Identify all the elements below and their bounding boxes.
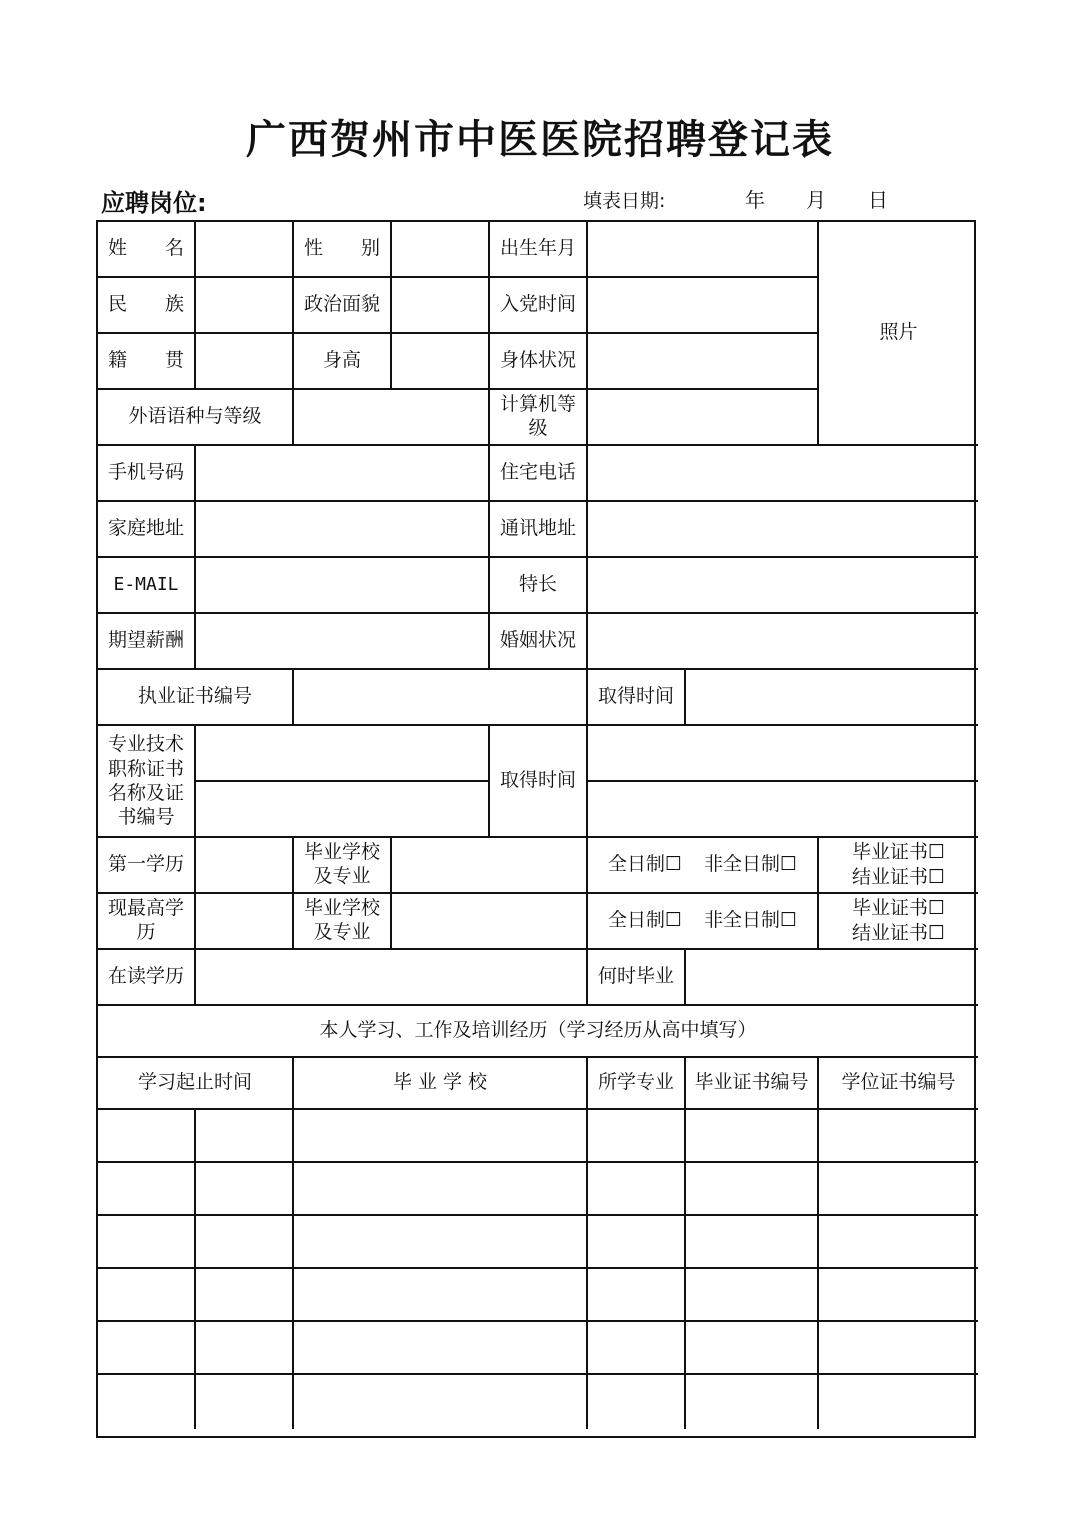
history-major-cell[interactable] — [588, 1322, 686, 1375]
history-grad-cert-cell[interactable] — [686, 1163, 819, 1216]
ethnic-field[interactable] — [196, 278, 294, 334]
home-phone-field[interactable] — [588, 446, 978, 502]
marital-label: 婚姻状况 — [490, 614, 588, 670]
history-start-cell[interactable] — [98, 1375, 196, 1429]
tech-title-label — [98, 726, 196, 838]
license-number-label: 执业证书编号 — [98, 670, 294, 726]
graduation-time-field[interactable] — [686, 950, 978, 1006]
history-degree-cert-cell[interactable] — [819, 1375, 978, 1429]
highest-edu-mode-options — [588, 894, 819, 950]
highest-education-field[interactable] — [196, 894, 294, 950]
first-education-field[interactable] — [196, 838, 294, 894]
first-edu-full-time-checkbox[interactable]: 全日制☐ — [607, 853, 682, 876]
native-label-part2: 贯 — [164, 349, 184, 372]
highest-edu-complete-cert-checkbox[interactable]: 结业证书☐ — [851, 922, 946, 944]
history-major-cell[interactable] — [588, 1163, 686, 1216]
history-end-cell[interactable] — [196, 1163, 294, 1216]
highest-edu-line1: 现最高学 — [107, 897, 184, 920]
history-end-cell[interactable] — [196, 1322, 294, 1375]
history-start-cell[interactable] — [98, 1216, 196, 1269]
mail-address-field[interactable] — [588, 502, 978, 558]
history-grad-cert-cell[interactable] — [686, 1110, 819, 1163]
history-school-cell[interactable] — [294, 1163, 588, 1216]
day-label: 日 — [868, 188, 888, 212]
email-label: E-MAIL — [98, 558, 196, 614]
political-label: 政治面貌 — [294, 278, 392, 334]
highest-edu-line2: 历 — [136, 921, 156, 943]
marital-field[interactable] — [588, 614, 978, 670]
history-grad-cert-cell[interactable] — [686, 1216, 819, 1269]
post-label: 应聘岗位: — [101, 189, 207, 217]
history-header-degree-cert-no: 学位证书编号 — [819, 1058, 978, 1110]
tech-title-obtain-time-label: 取得时间 — [490, 726, 588, 838]
highest-education-label — [98, 894, 196, 950]
license-number-field[interactable] — [294, 670, 588, 726]
studying-field[interactable] — [196, 950, 588, 1006]
history-start-cell[interactable] — [98, 1322, 196, 1375]
license-obtain-time-field[interactable] — [686, 670, 978, 726]
history-school-cell[interactable] — [294, 1375, 588, 1429]
history-end-cell[interactable] — [196, 1269, 294, 1322]
history-end-cell[interactable] — [196, 1375, 294, 1429]
history-grad-cert-cell[interactable] — [686, 1322, 819, 1375]
gender-label-part1: 性 — [304, 237, 324, 260]
tech-title-obtain-time-field-2[interactable] — [588, 782, 978, 838]
gender-label — [294, 222, 392, 278]
home-address-field[interactable] — [196, 502, 490, 558]
history-header-grad-cert-no: 毕业证书编号 — [686, 1058, 819, 1110]
health-label: 身体状况 — [490, 334, 588, 390]
height-label: 身高 — [294, 334, 392, 390]
political-field[interactable] — [392, 278, 490, 334]
history-school-cell[interactable] — [294, 1322, 588, 1375]
party-join-label: 入党时间 — [490, 278, 588, 334]
history-start-cell[interactable] — [98, 1269, 196, 1322]
year-label: 年 — [745, 188, 765, 212]
first-edu-school-field[interactable] — [392, 838, 588, 894]
history-degree-cert-cell[interactable] — [819, 1216, 978, 1269]
name-label-part1: 姓 — [108, 237, 128, 260]
salary-label: 期望薪酬 — [98, 614, 196, 670]
history-degree-cert-cell[interactable] — [819, 1163, 978, 1216]
highest-edu-cert-options — [819, 894, 978, 950]
history-school-cell[interactable] — [294, 1216, 588, 1269]
history-major-cell[interactable] — [588, 1216, 686, 1269]
highest-edu-school-line1: 毕业学校 — [303, 897, 380, 920]
studying-label: 在读学历 — [98, 950, 196, 1006]
tech-title-line1: 专业技术 — [107, 733, 184, 756]
gender-label-part2: 别 — [360, 237, 380, 260]
history-degree-cert-cell[interactable] — [819, 1322, 978, 1375]
date-label: 填表日期: — [583, 190, 666, 212]
month-label: 月 — [806, 188, 826, 212]
history-major-cell[interactable] — [588, 1269, 686, 1322]
mail-address-label: 通讯地址 — [490, 502, 588, 558]
history-header-school: 毕 业 学 校 — [294, 1058, 588, 1110]
party-join-field[interactable] — [588, 278, 819, 334]
highest-edu-school-field[interactable] — [392, 894, 588, 950]
history-grad-cert-cell[interactable] — [686, 1269, 819, 1322]
health-field[interactable] — [588, 334, 819, 390]
tech-title-line4: 书编号 — [117, 806, 175, 829]
first-edu-mode-options — [588, 838, 819, 894]
highest-edu-part-time-checkbox[interactable]: 非全日制☐ — [704, 909, 798, 932]
photo-box[interactable]: 照片 — [819, 222, 978, 446]
history-heading: 本人学习、工作及培训经历（学习经历从高中填写） — [98, 1006, 978, 1058]
native-place-label — [98, 334, 196, 390]
form-title: 广西贺州市中医医院招聘登记表 — [246, 116, 834, 163]
name-field[interactable] — [196, 222, 294, 278]
ethnic-label-part2: 族 — [164, 293, 184, 316]
highest-edu-full-time-checkbox[interactable]: 全日制☐ — [607, 909, 682, 932]
history-start-cell[interactable] — [98, 1110, 196, 1163]
height-field[interactable] — [392, 334, 490, 390]
native-place-field[interactable] — [196, 334, 294, 390]
first-edu-cert-options — [819, 838, 978, 894]
computer-level-field[interactable] — [588, 390, 819, 446]
history-degree-cert-cell[interactable] — [819, 1269, 978, 1322]
tech-title-field-1[interactable] — [196, 726, 490, 782]
gender-field[interactable] — [392, 222, 490, 278]
first-edu-grad-cert-checkbox[interactable]: 毕业证书☐ — [851, 841, 946, 864]
history-major-cell[interactable] — [588, 1110, 686, 1163]
history-major-cell[interactable] — [588, 1375, 686, 1429]
history-header-major: 所学专业 — [588, 1058, 686, 1110]
first-education-label: 第一学历 — [98, 838, 196, 894]
specialty-label: 特长 — [490, 558, 588, 614]
tech-title-field-2[interactable] — [196, 782, 490, 838]
history-header-period: 学习起止时间 — [98, 1058, 294, 1110]
first-edu-school-line1: 毕业学校 — [303, 841, 380, 864]
tech-title-line3: 名称及证 — [107, 782, 184, 804]
highest-edu-school-line2: 及专业 — [313, 921, 371, 943]
highest-edu-school-label — [294, 894, 392, 950]
graduation-time-label: 何时毕业 — [588, 950, 686, 1006]
first-edu-complete-cert-checkbox[interactable]: 结业证书☐ — [851, 866, 946, 888]
birth-field[interactable] — [588, 222, 819, 278]
specialty-field[interactable] — [588, 558, 978, 614]
history-end-cell[interactable] — [196, 1216, 294, 1269]
computer-level-label: 计算机等级 — [490, 390, 588, 446]
native-label-part1: 籍 — [108, 349, 128, 372]
first-edu-part-time-checkbox[interactable]: 非全日制☐ — [704, 853, 798, 876]
foreign-language-label: 外语语种与等级 — [98, 390, 294, 446]
history-start-cell[interactable] — [98, 1163, 196, 1216]
salary-field[interactable] — [196, 614, 490, 670]
tech-title-obtain-time-field-1[interactable] — [588, 726, 978, 782]
ethnic-label — [98, 278, 196, 334]
ethnic-label-part1: 民 — [108, 293, 128, 316]
email-field[interactable] — [196, 558, 490, 614]
foreign-language-field[interactable] — [294, 390, 490, 446]
history-grad-cert-cell[interactable] — [686, 1375, 819, 1429]
highest-edu-grad-cert-checkbox[interactable]: 毕业证书☐ — [851, 897, 946, 920]
mobile-field[interactable] — [196, 446, 490, 502]
birth-label: 出生年月 — [490, 222, 588, 278]
first-edu-school-line2: 及专业 — [313, 865, 371, 887]
history-end-cell[interactable] — [196, 1110, 294, 1163]
registration-form-table — [96, 220, 976, 1438]
home-address-label: 家庭地址 — [98, 502, 196, 558]
history-school-cell[interactable] — [294, 1110, 588, 1163]
license-obtain-time-label: 取得时间 — [588, 670, 686, 726]
name-label-part2: 名 — [164, 237, 184, 260]
mobile-label: 手机号码 — [98, 446, 196, 502]
home-phone-label: 住宅电话 — [490, 446, 588, 502]
name-label — [98, 222, 196, 278]
first-edu-school-label — [294, 838, 392, 894]
tech-title-line2: 职称证书 — [107, 757, 184, 780]
history-degree-cert-cell[interactable] — [819, 1110, 978, 1163]
history-school-cell[interactable] — [294, 1269, 588, 1322]
